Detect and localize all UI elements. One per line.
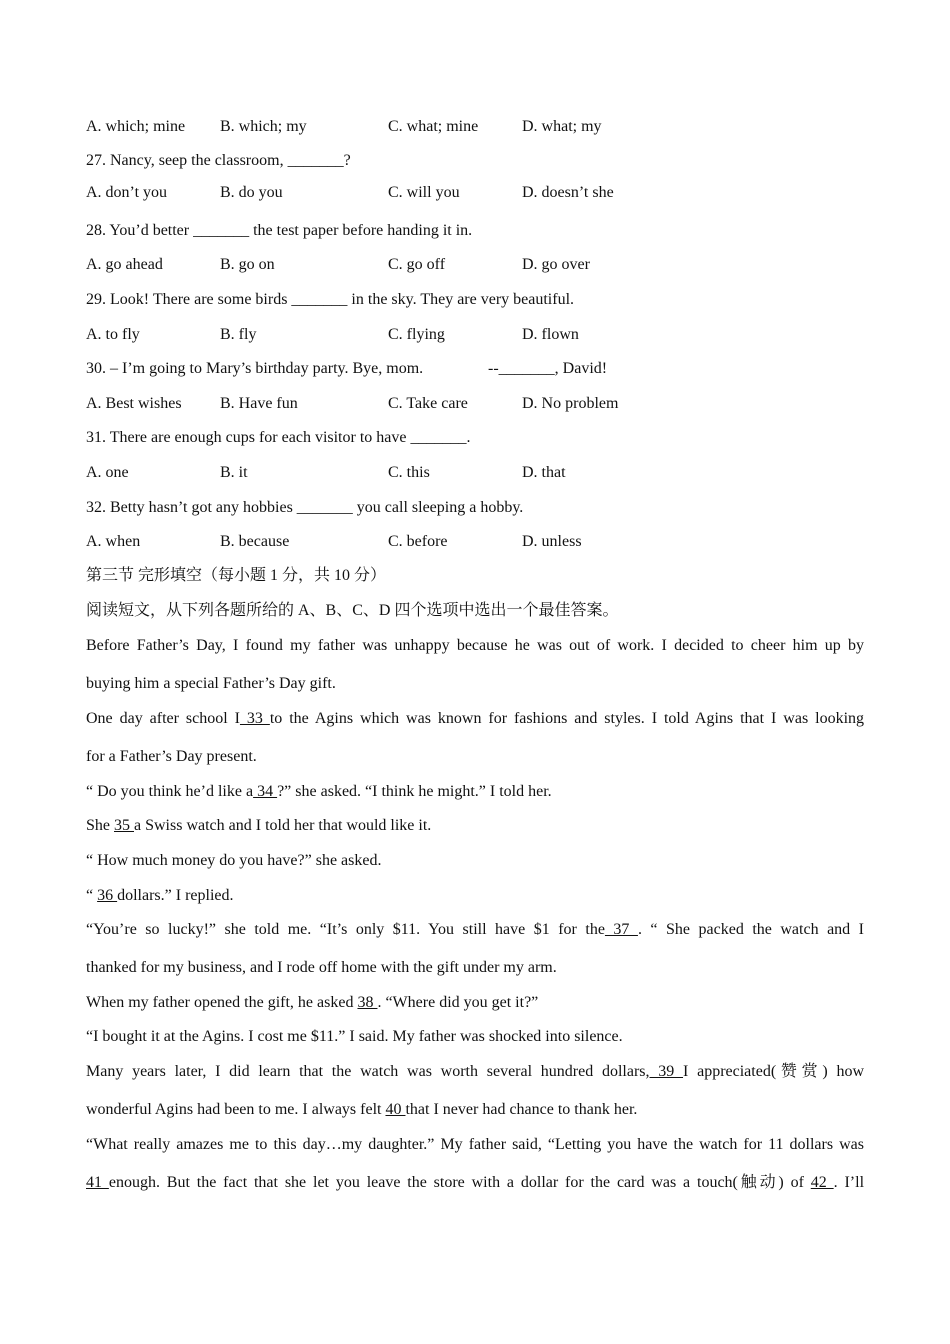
question-27-stem: 27. Nancy, seep the classroom, _______? xyxy=(86,152,351,169)
passage-line xyxy=(86,709,864,729)
question-27-options xyxy=(86,183,864,203)
passage-line: “What really amazes me to this day…my daughter.” My father said, “Letting you have the watch for 11 dollars was xyxy=(86,1136,864,1153)
passage-line xyxy=(86,1062,864,1082)
option-c: C. will you xyxy=(388,184,460,201)
option-b: B. go on xyxy=(220,256,275,273)
blank-36: 36 xyxy=(97,887,118,904)
question-32-stem: 32. Betty hasn’t got any hobbies _______ you call sleeping a hobby. xyxy=(86,499,524,516)
option-c: C. go off xyxy=(388,256,446,273)
blank-35: 35 xyxy=(114,817,134,834)
passage-text: . “Where did you get it?” xyxy=(377,994,539,1011)
option-b: B. fly xyxy=(220,326,257,343)
blank-37: 37 xyxy=(604,921,638,938)
question-30-reply: --_______, David! xyxy=(488,360,608,377)
passage-text: wonderful Agins had been to me. I always felt xyxy=(86,1101,386,1118)
passage-text: . I’ll xyxy=(833,1174,865,1191)
option-b: B. because xyxy=(220,533,290,550)
question-31-options xyxy=(86,463,864,483)
option-d: D. No problem xyxy=(522,395,619,412)
option-c: C. before xyxy=(388,533,448,550)
passage-line: for a Father’s Day present. xyxy=(86,748,257,765)
blank-39: 39 xyxy=(649,1063,684,1080)
option-d: D. what; my xyxy=(522,118,602,135)
question-31-stem: 31. There are enough cups for each visitor to have _______. xyxy=(86,429,471,446)
passage-line xyxy=(86,816,431,836)
passage-text: One day after school I xyxy=(86,710,240,727)
passage-text: Many years later, I did learn that the watch was worth several hundred dollars, xyxy=(86,1063,650,1080)
passage-text: “ xyxy=(86,887,98,904)
passage-line xyxy=(86,1100,637,1120)
passage-line: “I bought it at the Agins. I cost me $11.” I said. My father was shocked into silence. xyxy=(86,1028,623,1045)
question-29-options xyxy=(86,325,864,345)
passage-text: enough. But the fact that she let you leave the store with a dollar for the card was a touch(触动) of xyxy=(108,1174,811,1191)
option-b: B. it xyxy=(220,464,248,481)
passage-line: buying him a special Father’s Day gift. xyxy=(86,675,336,692)
blank-41: 41 xyxy=(86,1174,109,1191)
option-a: A. one xyxy=(86,464,129,481)
option-b: B. do you xyxy=(220,184,283,201)
passage-text: When my father opened the gift, he asked xyxy=(86,994,358,1011)
question-32-options xyxy=(86,532,864,552)
option-a: A. when xyxy=(86,533,141,550)
option-a: A. to fly xyxy=(86,326,140,343)
option-b: B. Have fun xyxy=(220,395,298,412)
option-b: B. which; my xyxy=(220,118,307,135)
passage-line xyxy=(86,920,864,940)
option-d: D. unless xyxy=(522,533,582,550)
passage-text: . “ She packed the watch and I xyxy=(637,921,865,938)
option-c: C. what; mine xyxy=(388,118,479,135)
blank-40: 40 xyxy=(385,1101,406,1118)
section-instruction: 阅读短文，从下列各题所给的 A、B、C、D 四个选项中选出一个最佳答案。 xyxy=(86,602,619,619)
option-c: C. this xyxy=(388,464,430,481)
question-28-options xyxy=(86,255,864,275)
question-28-stem: 28. You’d better _______ the test paper before handing it in. xyxy=(86,222,473,239)
blank-33: 33 xyxy=(239,710,270,727)
passage-line xyxy=(86,886,234,906)
option-a: A. don’t you xyxy=(86,184,168,201)
passage-line xyxy=(86,1173,864,1193)
option-d: D. go over xyxy=(522,256,590,273)
option-d: D. doesn’t she xyxy=(522,184,614,201)
passage-text: a Swiss watch and I told her that would like it. xyxy=(134,817,432,834)
blank-42: 42 xyxy=(810,1174,834,1191)
passage-line xyxy=(86,782,552,802)
question-26-options xyxy=(86,117,864,137)
question-29-stem: 29. Look! There are some birds _______ in the sky. They are very beautiful. xyxy=(86,291,575,308)
passage-line: Before Father’s Day, I found my father was unhappy because he was out of work. I decided to cheer him up by xyxy=(86,637,864,654)
option-d: D. flown xyxy=(522,326,579,343)
section-heading: 第三节 完形填空（每小题 1 分，共 10 分） xyxy=(86,567,387,584)
blank-38: 38 xyxy=(357,994,378,1011)
passage-text: I appreciated(赞赏) how xyxy=(683,1063,864,1080)
passage-text: “You’re so lucky!” she told me. “It’s only $11. You still have $1 for the xyxy=(86,921,605,938)
option-a: A. Best wishes xyxy=(86,395,182,412)
passage-text: She xyxy=(86,817,114,834)
option-a: A. which; mine xyxy=(86,118,186,135)
passage-text: ?” she asked. “I think he might.” I told her. xyxy=(277,783,552,800)
question-30-options xyxy=(86,394,864,414)
passage-line: “ How much money do you have?” she asked. xyxy=(86,852,382,869)
passage-line xyxy=(86,993,538,1013)
blank-34: 34 xyxy=(253,783,278,800)
passage-line: thanked for my business, and I rode off home with the gift under my arm. xyxy=(86,959,557,976)
passage-text: to the Agins which was known for fashions and styles. I told Agins that I was looking xyxy=(269,710,865,727)
option-c: C. Take care xyxy=(388,395,468,412)
question-30-stem: 30. – I’m going to Mary’s birthday party. Bye, mom. xyxy=(86,360,424,377)
passage-text: that I never had chance to thank her. xyxy=(405,1101,638,1118)
passage-text: “ Do you think he’d like a xyxy=(86,783,254,800)
option-c: C. flying xyxy=(388,326,445,343)
option-a: A. go ahead xyxy=(86,256,163,273)
option-d: D. that xyxy=(522,464,566,481)
passage-text: dollars.” I replied. xyxy=(117,887,234,904)
